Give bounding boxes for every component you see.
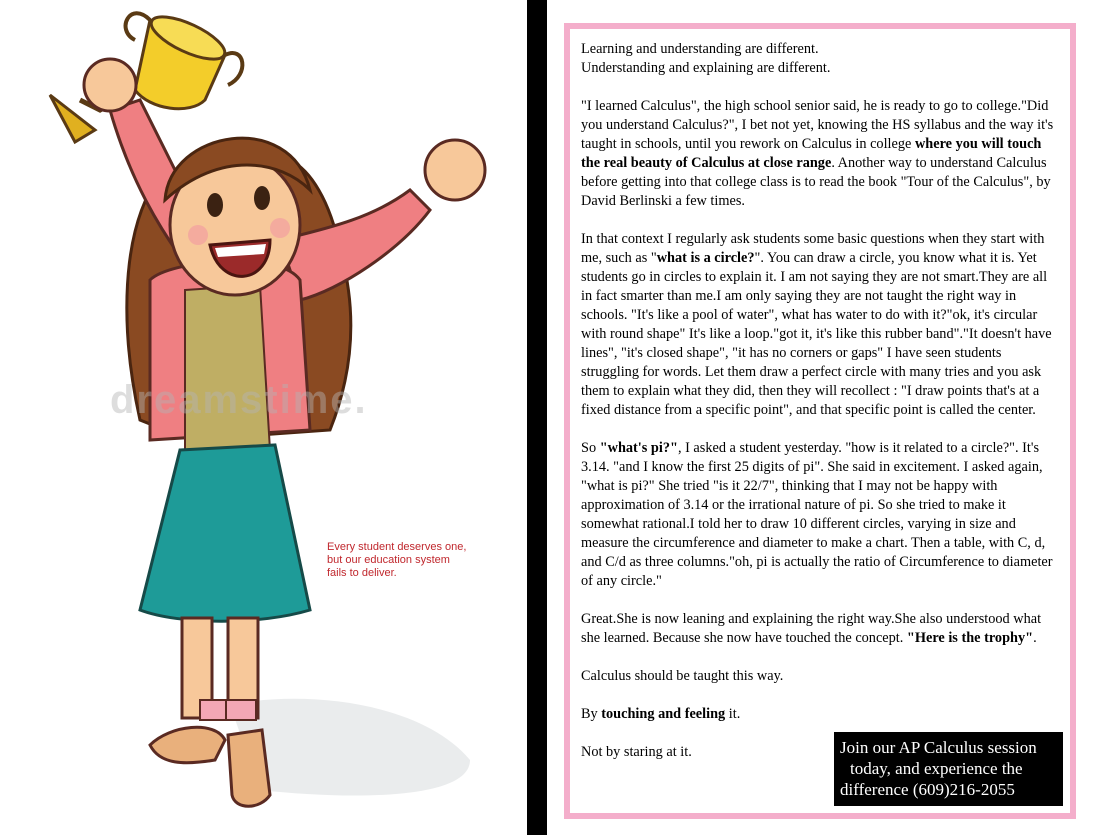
- text-run: .: [1033, 630, 1037, 646]
- article-panel: [547, 0, 1095, 835]
- paragraph-circle: [581, 230, 1055, 420]
- bold-run: what is a circle?: [656, 250, 755, 266]
- bold-run: touching and feeling: [601, 706, 726, 722]
- text-run: So: [581, 440, 600, 456]
- intro-line-2: Understanding and explaining are different.: [581, 60, 831, 76]
- text-run: Great.She is now leaning and explaining the right way.She also understood what she learned. Because she now have touched the concept.: [581, 611, 1042, 646]
- text-run: In that context I regularly ask students some basic questions when they start with me, such as ": [581, 231, 1045, 266]
- cta-banner[interactable]: [834, 732, 1063, 806]
- cta-line-1: Join our AP Calculus session: [840, 738, 1037, 757]
- bold-run: "Here is the trophy": [906, 630, 1034, 646]
- bold-run: "what's pi?": [599, 440, 678, 456]
- cta-line-2: today, and experience the: [850, 759, 1023, 778]
- paragraph-pi: [581, 439, 1055, 591]
- watermark: dreamstime.: [110, 378, 368, 422]
- text-run: "I learned Calculus", the high school senior said, he is ready to go to college."Did you understand Calculus?", I bet not yet, knowing the HS syllabus and the way it's taught in schools, until you rework on Calculus in college: [581, 98, 1054, 152]
- paragraph-taught: Calculus should be taught this way.: [581, 668, 784, 684]
- fist-right: [425, 140, 485, 200]
- text-run: By: [581, 706, 602, 722]
- text-run: . Another way to understand Calculus before getting into that college class is to read the book "Tour of the Calculus", by David Berlinski a few times.: [581, 155, 1051, 209]
- text-run: it.: [725, 706, 741, 722]
- intro-paragraph: [581, 40, 1055, 78]
- text-run: , I asked a student yesterday. "how is it related to a circle?". It's 3.14. "and I know the first 25 digits of pi". She said in excitement. I asked again, "what is pi?" She tried "is it 22/7", thinking that I may not be happy with approximation of 3.14 or the irrational nature of pi. So she tried to make it somewhat rational.I told her to draw 10 different circles, varying in size and measure the circumference and diameter to make a chart. Then a table, with C, d, and C/d as three columns."oh, pi is actually the ratio of Circumference to diameter of any circle.": [581, 440, 1053, 589]
- paragraph-trophy: [581, 610, 1055, 648]
- text-run: ". You can draw a circle, you know what it is. Yet students go in circles to explain it. I am not saying they are not smart.They are all in fact smarter than me.I am only saying they are not taught the right way in schools. "It's like a pool of water", what has water to do with it?"ok, it's circular with round shape" It's like a loop."got it, it's like this rubber band"."It doesn't have lines", "it's closed shape", "it has no corners or gaps" I have seen students struggling for words. Let them draw a perfect circle with many tries and you ask them to explain what they did, then they will recollect : "I draw points that's at a fixed distance from a specific point", and that specific point is called the center.: [581, 250, 1052, 418]
- fist-left: [84, 59, 136, 111]
- panel-divider: [527, 0, 547, 835]
- paragraph-staring: Not by staring at it.: [581, 744, 692, 760]
- paragraph-calculus: [581, 97, 1055, 211]
- illustration-caption: Every student deserves one, but our education system fails to deliver.: [327, 541, 467, 579]
- illustration-panel: [0, 0, 527, 835]
- bold-run: where you will touch the real beauty of Calculus at close range: [581, 136, 1042, 171]
- intro-line-1: Learning and understanding are different.: [581, 41, 819, 57]
- article-frame: [564, 23, 1076, 819]
- cta-line-3: difference (609)216-2055: [840, 780, 1015, 799]
- article-body: [581, 40, 1055, 781]
- paragraph-touching: [581, 705, 1055, 724]
